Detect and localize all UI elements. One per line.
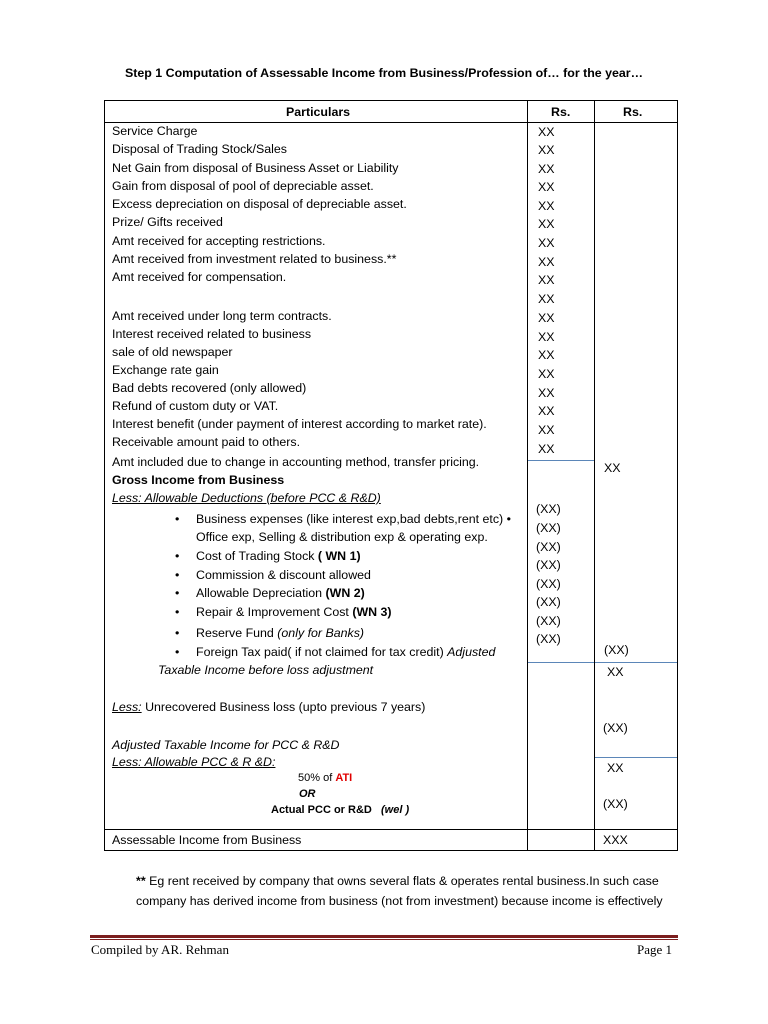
- deduction-foreign-tax: Foreign Tax paid( if not claimed for tax credit) Adjusted: [196, 645, 496, 659]
- income-item-label: Excess depreciation on disposal of depreciable asset.: [112, 197, 407, 211]
- income-item-value: XX: [538, 442, 555, 456]
- deduction-office-exp: Office exp, Selling & distribution exp & operating exp.: [196, 530, 488, 544]
- deduction-value: (XX): [536, 614, 561, 628]
- income-item-label: Refund of custom duty or VAT.: [112, 399, 279, 413]
- income-item-value: XX: [538, 236, 555, 250]
- adjusted-pcc-value: XX: [607, 761, 624, 775]
- pcc-or: OR: [299, 788, 316, 800]
- footer-author: Compiled by AR. Rehman: [91, 942, 229, 957]
- income-item-value: XX: [538, 330, 555, 344]
- pcc-option-2: Actual PCC or R&D (wel ): [271, 804, 410, 816]
- deduction-business-expenses: Business expenses (like interest exp,bad debts,rent etc) •: [196, 512, 511, 526]
- income-item-value: XX: [538, 311, 555, 325]
- income-item-value: XX: [538, 273, 555, 287]
- page-title: Step 1 Computation of Assessable Income from Business/Profession of… for the year…: [125, 66, 643, 80]
- income-item-value: XX: [538, 255, 555, 269]
- deduction-cost-trading-stock: Cost of Trading Stock ( WN 1): [196, 549, 361, 563]
- income-item-label: Amt received under long term contracts.: [112, 309, 332, 323]
- income-item-label: Disposal of Trading Stock/Sales: [112, 142, 287, 156]
- income-item-label: Amt received from investment related to business.**: [112, 252, 397, 266]
- income-item-value: XX: [538, 143, 555, 157]
- footer-page-number: Page 1: [637, 942, 673, 957]
- header-rs-1: Rs.: [551, 105, 571, 119]
- deduction-repair: Repair & Improvement Cost (WN 3): [196, 605, 392, 619]
- income-item-value: XX: [538, 217, 555, 231]
- pcc-value: (XX): [603, 797, 628, 811]
- income-item-label: Gain from disposal of pool of depreciable asset.: [112, 179, 374, 193]
- deduction-value: (XX): [536, 540, 561, 554]
- adjusted-pcc-label: Adjusted Taxable Income for PCC & R&D: [112, 738, 340, 752]
- income-item-label: Bad debts recovered (only allowed): [112, 381, 307, 395]
- deduction-value: (XX): [536, 502, 561, 516]
- deduction-value: (XX): [536, 577, 561, 591]
- deduction-total: (XX): [604, 643, 629, 657]
- deduction-depreciation: Allowable Depreciation (WN 2): [196, 586, 365, 600]
- income-item-value: XX: [538, 199, 555, 213]
- income-item-label: sale of old newspaper: [112, 345, 233, 359]
- income-item-label: Receivable amount paid to others.: [112, 435, 301, 449]
- income-item-value: XX: [538, 423, 555, 437]
- less-pcc-label: Less: Allowable PCC & R &D:: [112, 755, 276, 769]
- income-item-label: Service Charge: [112, 124, 198, 138]
- income-item-label: Interest received related to business: [112, 327, 312, 341]
- header-rs-2: Rs.: [623, 105, 643, 119]
- income-item-label: Net Gain from disposal of Business Asset or Liability: [112, 161, 399, 175]
- income-item-label: Amt received for compensation.: [112, 270, 287, 284]
- note-line-2: company has derived income from business (not from investment) because income is effectively: [136, 894, 663, 908]
- income-item-value: XX: [538, 386, 555, 400]
- income-item-value: XX: [538, 404, 555, 418]
- income-item-value: XX: [538, 367, 555, 381]
- assessable-income-value: XXX: [603, 833, 628, 847]
- gross-income-label: Gross Income from Business: [112, 473, 285, 487]
- income-item-value: XX: [538, 180, 555, 194]
- income-item-label: Amt received for accepting restrictions.: [112, 234, 326, 248]
- income-item-label: Exchange rate gain: [112, 363, 219, 377]
- adjusted-taxable-income-label: Taxable Income before loss adjustment: [158, 663, 374, 677]
- income-item-value: XX: [538, 162, 555, 176]
- deduction-value: (XX): [536, 558, 561, 572]
- deduction-value: (XX): [536, 595, 561, 609]
- adjusted-total: XX: [607, 665, 624, 679]
- note-line-1: ** Eg rent received by company that owns several flats & operates rental business.In such case: [136, 874, 659, 888]
- header-particulars: Particulars: [286, 105, 351, 119]
- deduction-reserve-fund: Reserve Fund (only for Banks): [196, 626, 365, 640]
- deduction-value: (XX): [536, 632, 561, 646]
- loss-value: (XX): [603, 721, 628, 735]
- income-item-label: Prize/ Gifts received: [112, 215, 223, 229]
- income-item-value: XX: [538, 292, 555, 306]
- pcc-option-1: 50% of ATI: [298, 772, 353, 784]
- assessable-income-label: Assessable Income from Business: [112, 833, 302, 847]
- less-deductions-label: Less: Allowable Deductions (before PCC & R&D): [112, 491, 381, 505]
- income-item-label: Interest benefit (under payment of interest according to market rate).: [112, 417, 487, 431]
- gross-income-total: XX: [604, 461, 621, 475]
- deduction-commission: Commission & discount allowed: [196, 568, 371, 582]
- income-item-value: XX: [538, 125, 555, 139]
- deduction-value: (XX): [536, 521, 561, 535]
- less-loss-row: Less: Unrecovered Business loss (upto previous 7 years): [112, 700, 426, 714]
- income-item-value: XX: [538, 348, 555, 362]
- change-method-label: Amt included due to change in accounting method, transfer pricing.: [112, 455, 480, 469]
